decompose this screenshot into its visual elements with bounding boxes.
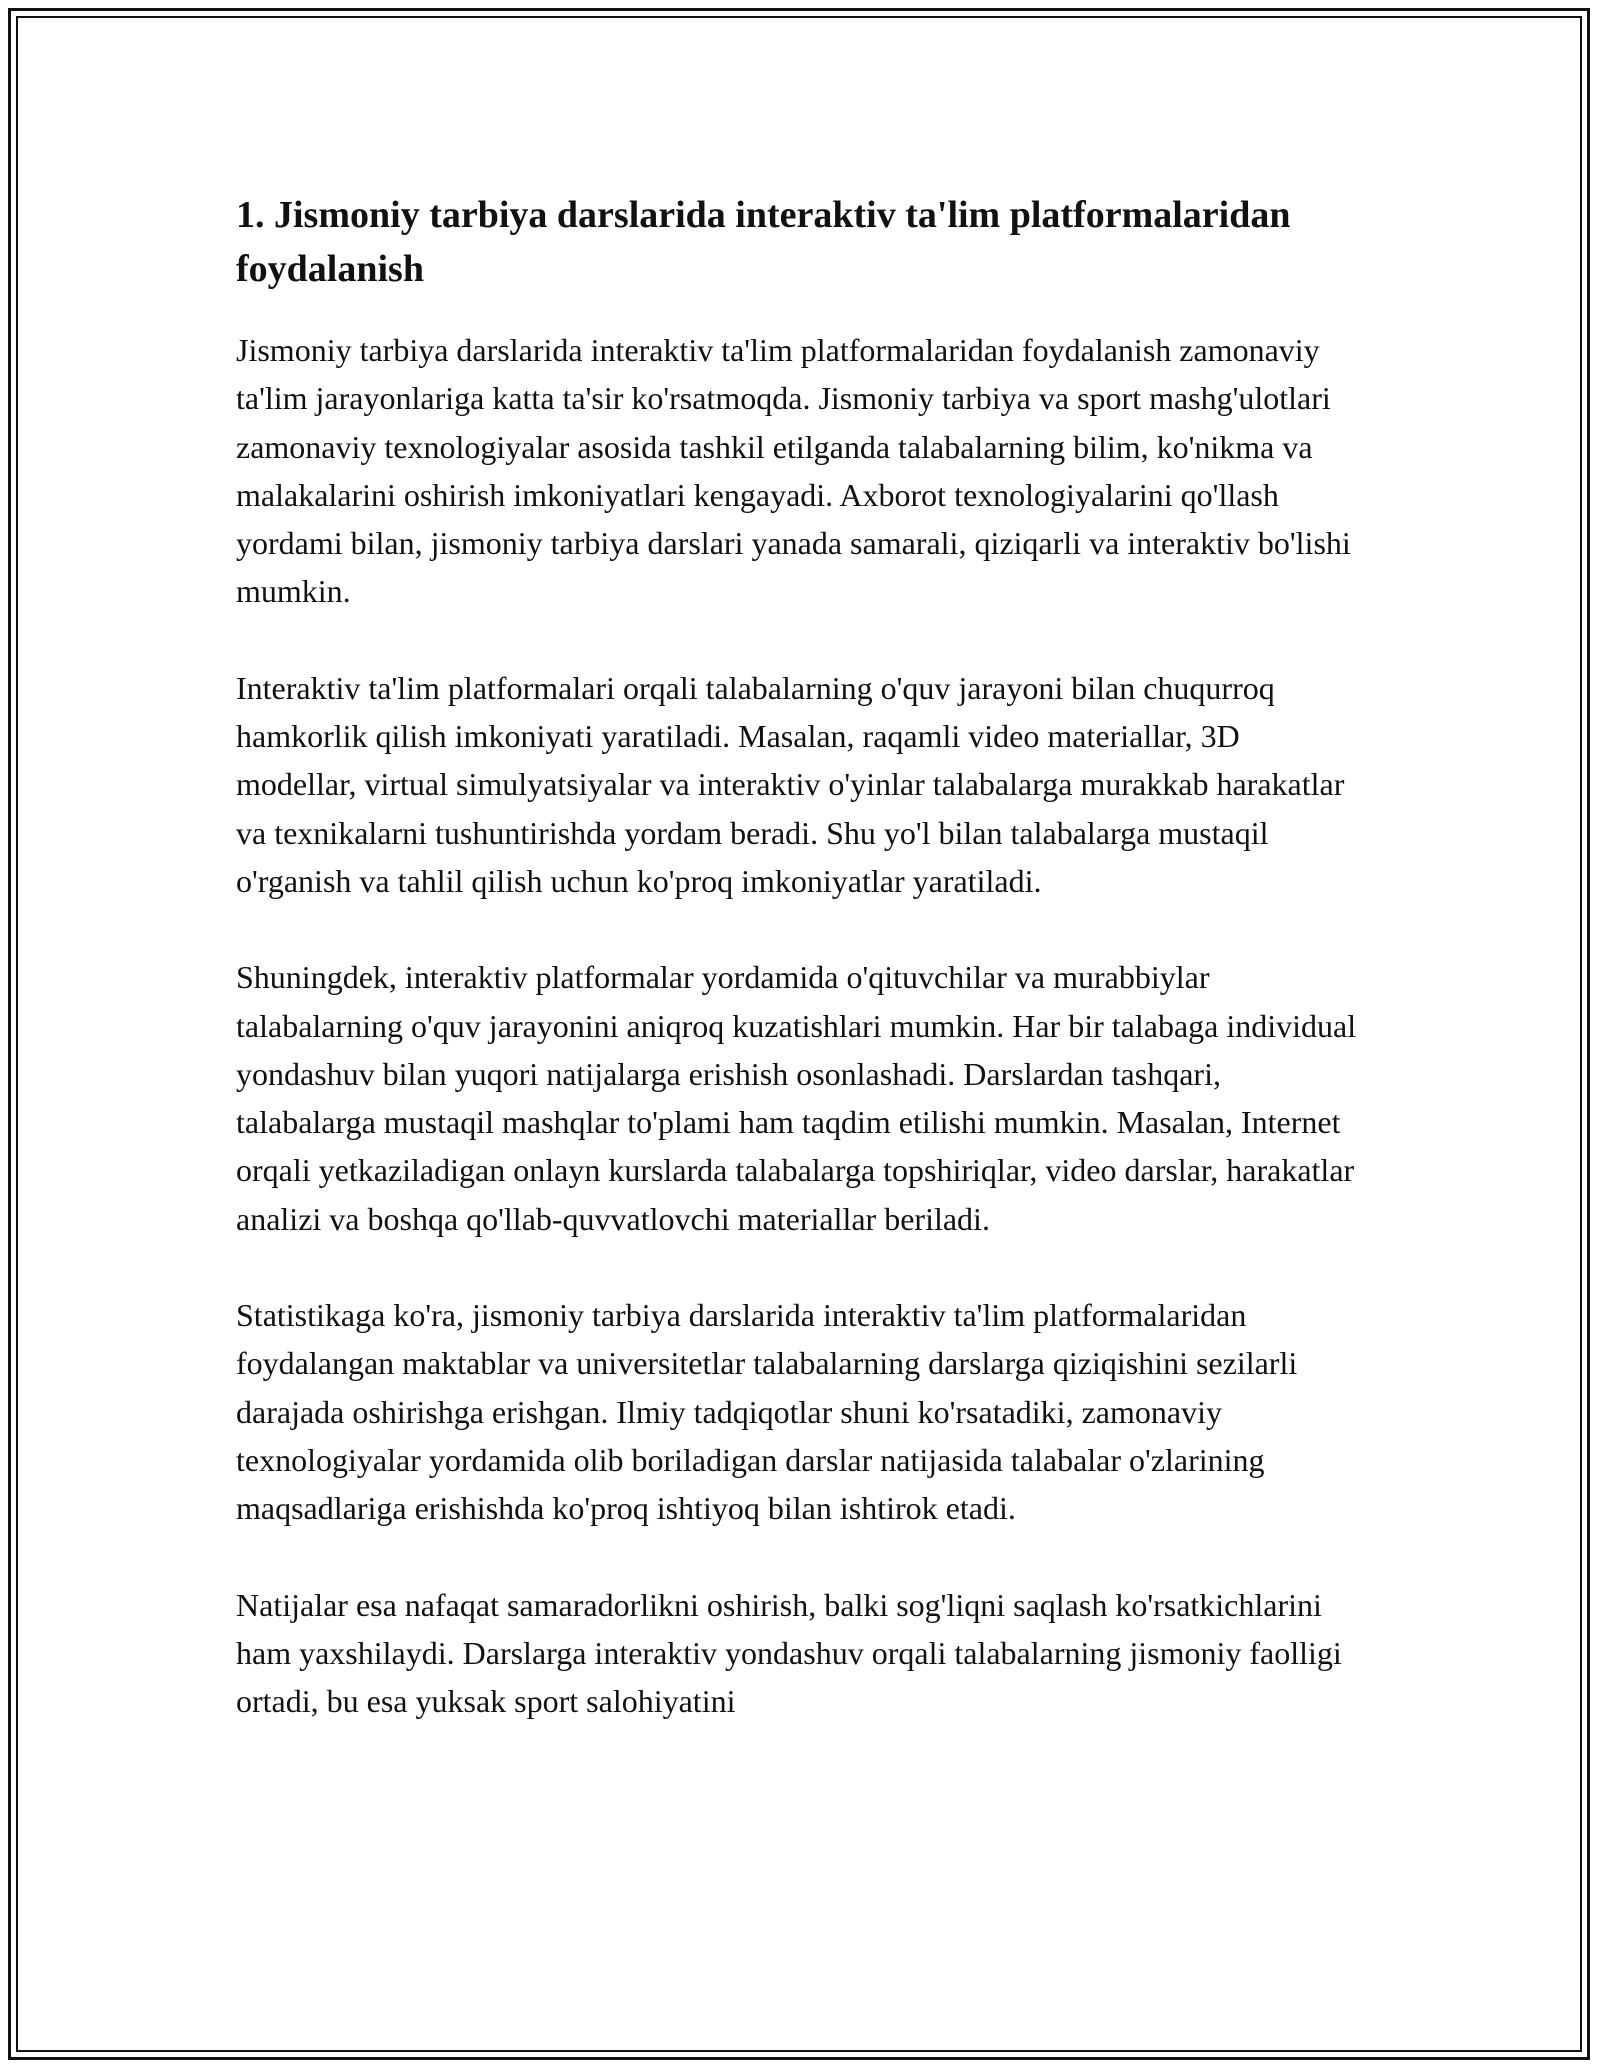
section-heading: 1. Jismoniy tarbiya darslarida interaktiv ta'lim platformalaridan foydalanish <box>236 194 1291 290</box>
paragraph-2: Interaktiv ta'lim platformalari orqali talabalarning o'quv jarayoni bilan chuqurroq hamkorlik qilish imkoniyati yaratiladi. Masalan, raqamli video materiallar, 3D modellar, virtual simulyatsiyalar va interaktiv o'yinlar talabalarga murakkab harakatlar va texnikalarni tushuntirishda yordam beradi. Shu yo'l bilan talabalarga mustaqil o'rganish va tahlil qilish uchun ko'proq imkoniyatlar yaratiladi. <box>236 669 1345 899</box>
paragraph-3: Shuningdek, interaktiv platformalar yordamida o'qituvchilar va murabbiylar talabalarning o'quv jarayonini aniqroq kuzatishlari mumkin. Har bir talabaga individual yondashuv bilan yuqori natijalarga erishish osonlashadi. Darslardan tashqari, talabalarga mustaqil mashqlar to'plami ham taqdim etilishi mumkin. Masalan, Internet orqali yetkaziladigan onlayn kurslarda talabalarga topshiriqlar, video darslar, harakatlar analizi va boshqa qo'llab-quvvatlovchi materiallar beriladi. <box>236 959 1357 1237</box>
paragraph-4: Statistikaga ko'ra, jismoniy tarbiya darslarida interaktiv ta'lim platformalaridan foydalangan maktablar va universitetlar talabalarning darslarga qiziqishini sezilarli darajada oshirishga erishgan. Ilmiy tadqiqotlar shuni ko'rsatadiki, zamonaviy texnologiyalar yordamida olib boriladigan darslar natijasida talabalar o'zlarining maqsadlariga erishishda ko'proq ishtiyoq bilan ishtirok etadi. <box>236 1297 1298 1527</box>
document-body <box>236 188 1366 1773</box>
paragraph-1: Jismoniy tarbiya darslarida interaktiv ta'lim platformalaridan foydalanish zamonaviy ta'lim jarayonlariga katta ta'sir ko'rsatmoqda. Jismoniy tarbiya va sport mashg'ulotlari zamonaviy texnologiyalar asosida tashkil etilganda talabalarning bilim, ko'nikma va malakalarini oshirish imkoniyatlari kengayadi. Axborot texnologiyalarini qo'llash yordami bilan, jismoniy tarbiya darslari yanada samarali, qiziqarli va interaktiv bo'lishi mumkin. <box>236 332 1351 610</box>
paragraph-5: Natijalar esa nafaqat samaradorlikni oshirish, balki sog'liqni saqlash ko'rsatkichlarini ham yaxshilaydi. Darslarga interaktiv yondashuv orqali talabalarning jismoniy faolligi ortadi, bu esa yuksak sport salohiyatini <box>236 1586 1342 1720</box>
